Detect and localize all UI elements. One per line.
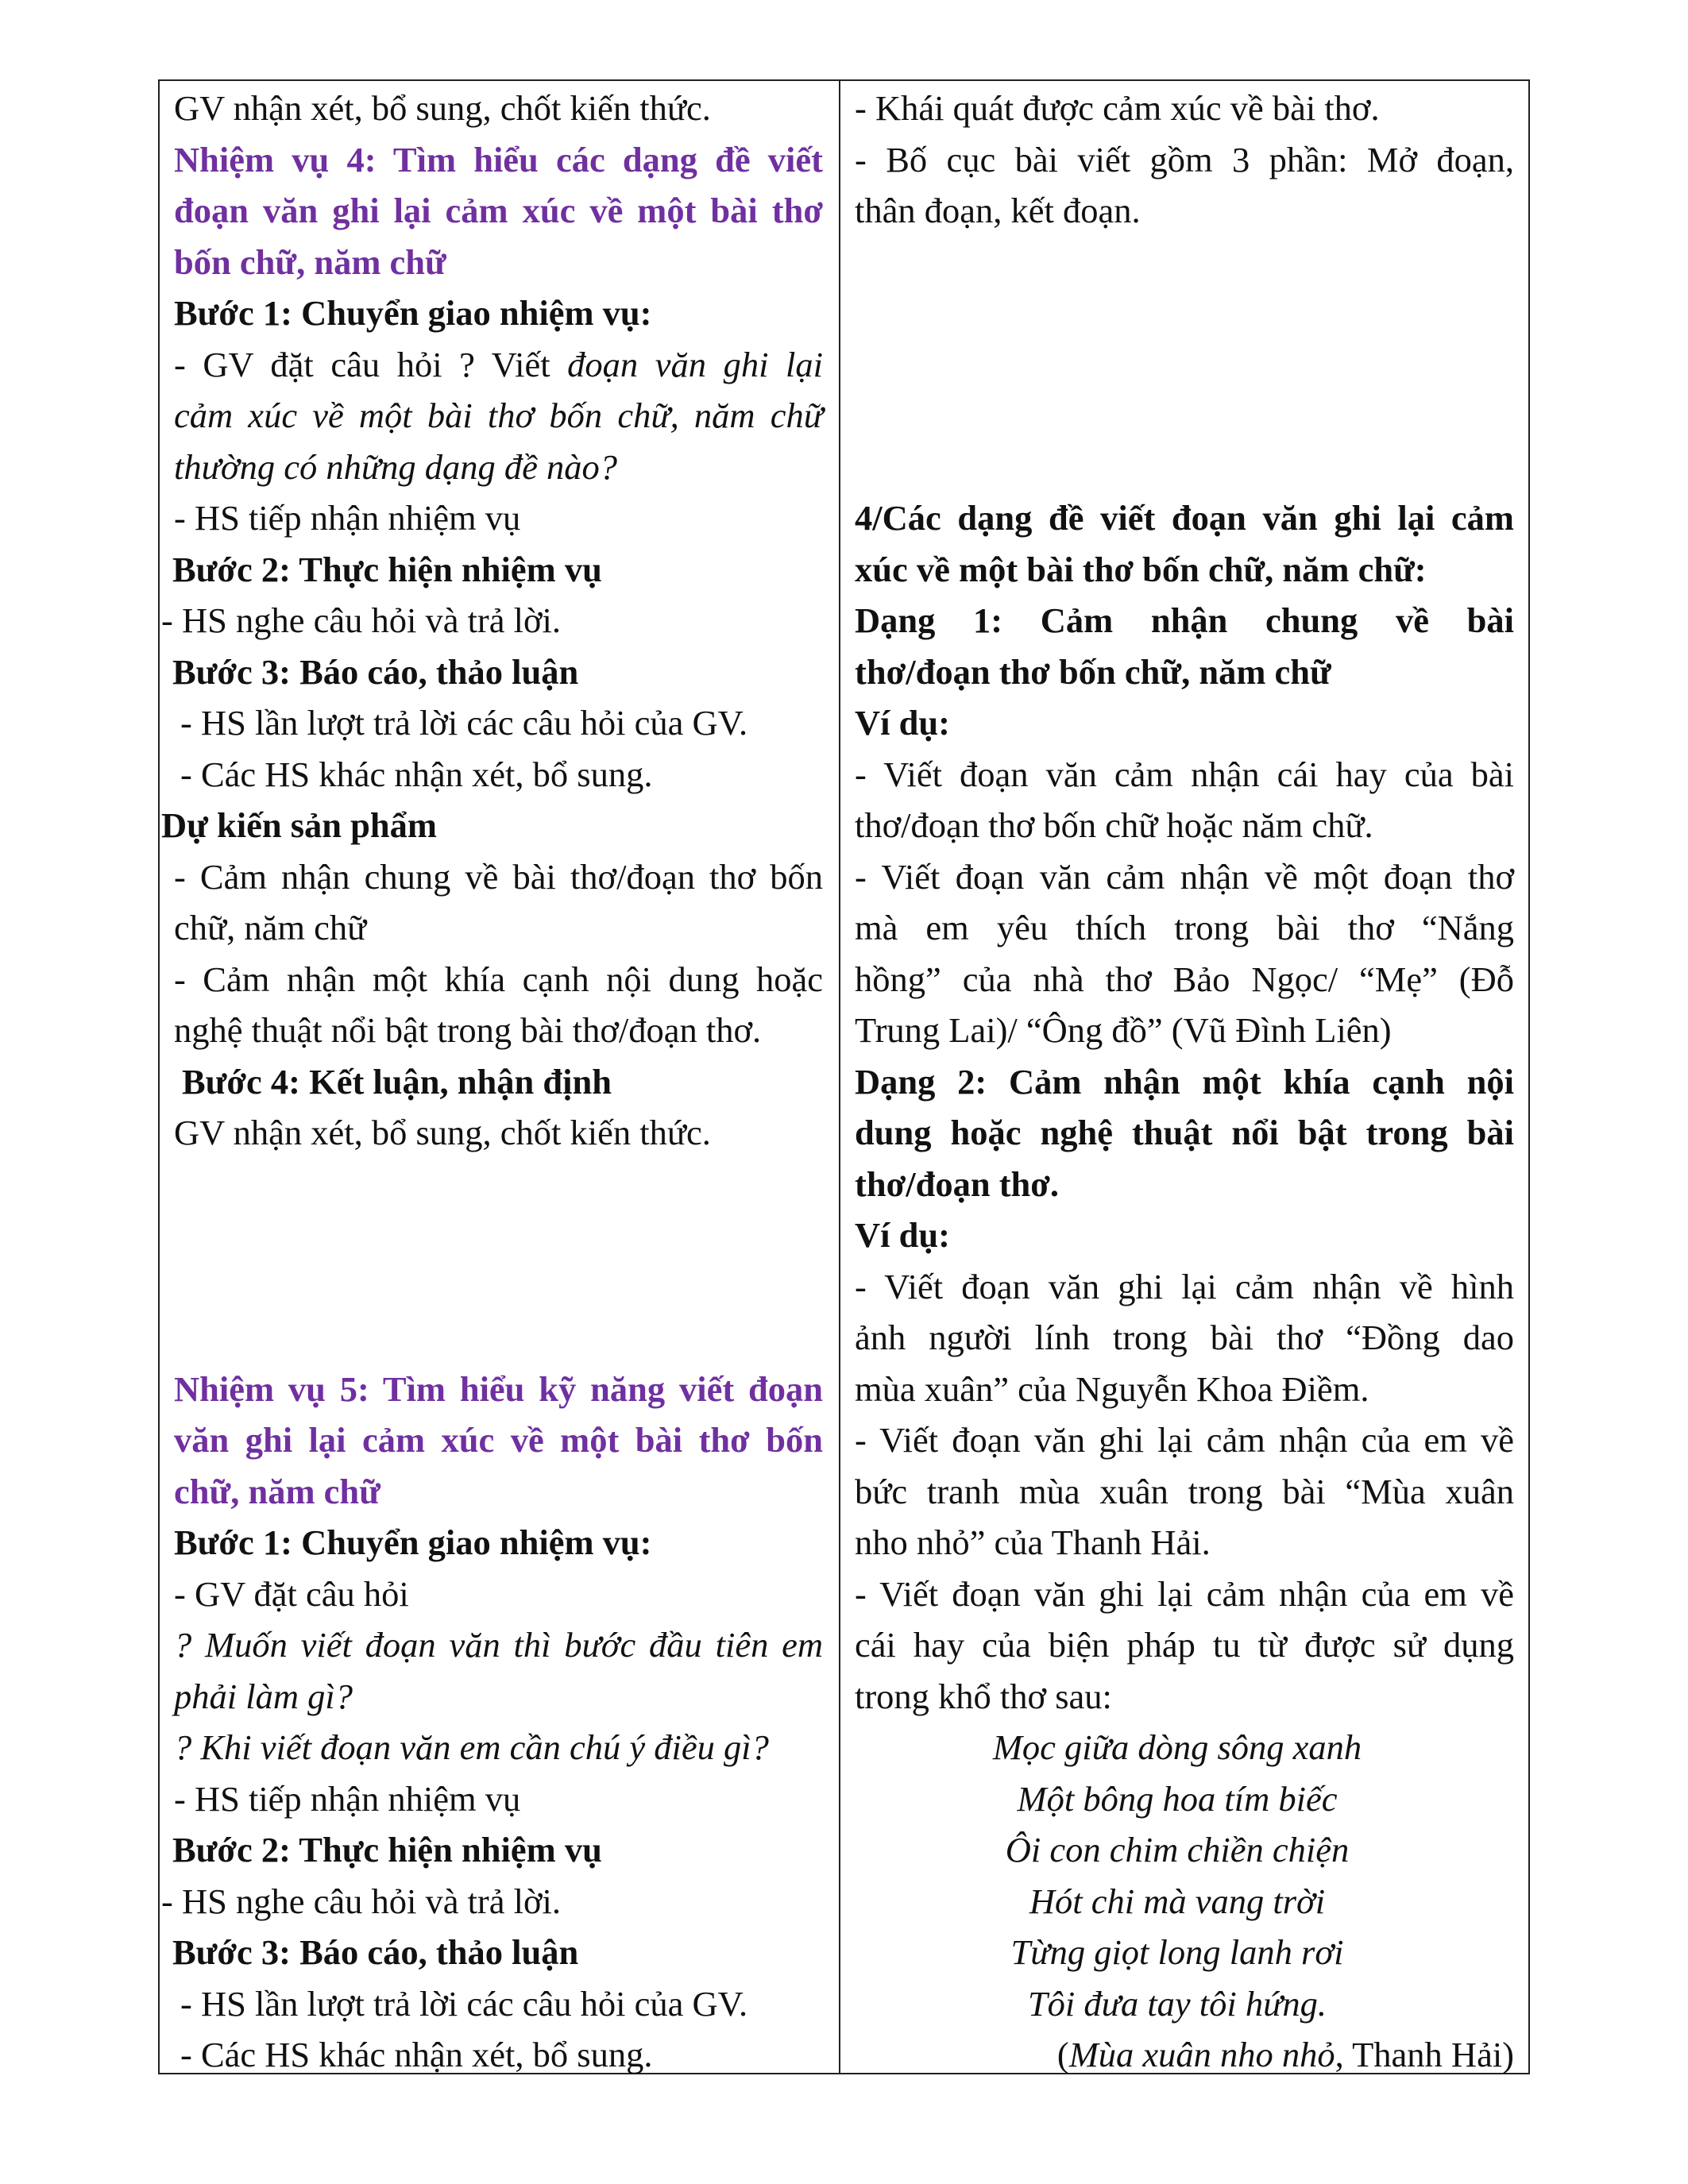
right-line: Dạng 1: Cảm nhận chung về bài xyxy=(855,600,1514,640)
left-line: - HS lần lượt trả lời các câu hỏi của GV. xyxy=(180,703,748,743)
left-line: Nhiệm vụ 5: Tìm hiểu kỹ năng viết đoạn xyxy=(174,1368,823,1409)
left-line: Nhiệm vụ 4: Tìm hiểu các dạng đề viết xyxy=(174,139,823,179)
left-line: - GV đặt câu hỏi xyxy=(174,1573,409,1614)
left-line: Bước 3: Báo cáo, thảo luận xyxy=(172,1932,579,1972)
left-line xyxy=(174,1261,823,1312)
left-line: - Cảm nhận chung về bài thơ/đoạn thơ bốn xyxy=(174,856,823,897)
poem-source-part: , Thanh Hải) xyxy=(1335,2035,1514,2074)
right-line: mà em yêu thích trong bài thơ “Nắng xyxy=(855,908,1514,947)
left-line: Bước 2: Thực hiện nhiệm vụ xyxy=(172,1830,602,1870)
poem-source-part: Mùa xuân nho nhỏ xyxy=(1068,2035,1335,2074)
right-line: xúc về một bài thơ bốn chữ, năm chữ: xyxy=(855,549,1427,589)
right-line: - Bố cục bài viết gồm 3 phần: Mở đoạn, xyxy=(855,139,1514,179)
left-line: - Các HS khác nhận xét, bổ sung. xyxy=(180,754,653,794)
left-line: Bước 3: Báo cáo, thảo luận xyxy=(172,651,579,692)
left-line: ? Khi viết đoạn văn em cần chú ý điều gì? xyxy=(174,1727,769,1767)
right-line: Dạng 2: Cảm nhận một khía cạnh nội xyxy=(855,1061,1514,1102)
right-line xyxy=(840,2029,1514,2080)
lesson-table xyxy=(158,79,1530,2074)
right-line: - Viết đoạn văn cảm nhận cái hay của bài xyxy=(855,754,1514,794)
right-line: thơ/đoạn thơ bốn chữ hoặc năm chữ. xyxy=(855,805,1373,845)
right-line: thơ/đoạn thơ bốn chữ, năm chữ xyxy=(855,651,1331,692)
right-line: Hót chi mà vang trời xyxy=(1029,1881,1326,1921)
right-line: thân đoạn, kết đoạn. xyxy=(855,191,1141,230)
left-line xyxy=(174,1312,823,1363)
left-column xyxy=(160,81,839,2073)
left-line: - HS lần lượt trả lời các câu hỏi của GV. xyxy=(180,1983,748,2024)
left-line: cảm xúc về một bài thơ bốn chữ, năm chữ xyxy=(174,396,823,435)
left-line: văn ghi lại cảm xúc về một bài thơ bốn xyxy=(174,1420,823,1460)
right-line: Ví dụ: xyxy=(855,703,950,743)
right-line: nho nhỏ” của Thanh Hải. xyxy=(855,1522,1211,1562)
left-line xyxy=(174,1159,823,1210)
right-line: thơ/đoạn thơ. xyxy=(855,1163,1060,1204)
left-line: GV nhận xét, bổ sung, chốt kiến thức. xyxy=(174,88,711,128)
right-line: 4/Các dạng đề viết đoạn văn ghi lại cảm xyxy=(855,498,1514,538)
right-line: Ôi con chim chiền chiện xyxy=(1005,1830,1350,1870)
left-line: chữ, năm chữ xyxy=(174,1471,380,1511)
left-line: - HS tiếp nhận nhiệm vụ xyxy=(174,498,521,538)
left-line: - HS tiếp nhận nhiệm vụ xyxy=(174,1778,521,1819)
left-line: nghệ thuật nổi bật trong bài thơ/đoạn thơ. xyxy=(174,1010,762,1050)
right-line: mùa xuân” của Nguyễn Khoa Điềm. xyxy=(855,1368,1369,1409)
left-line: đoạn văn ghi lại cảm xúc về một bài thơ xyxy=(174,191,823,230)
question-prefix: - GV đặt câu hỏi ? Viết xyxy=(174,344,550,384)
right-line: cái hay của biện pháp tu từ được sử dụng xyxy=(855,1625,1514,1665)
left-line: - Các HS khác nhận xét, bổ sung. xyxy=(180,2035,653,2074)
right-line: Mọc giữa dòng sông xanh xyxy=(992,1727,1362,1767)
left-line: phải làm gì? xyxy=(174,1676,353,1716)
right-line: Một bông hoa tím biếc xyxy=(1017,1778,1338,1819)
right-line xyxy=(855,442,1514,492)
right-line: - Viết đoạn văn ghi lại cảm nhận của em về xyxy=(855,1420,1514,1460)
right-line: - Viết đoạn văn ghi lại cảm nhận về hình xyxy=(855,1266,1514,1306)
left-line: ? Muốn viết đoạn văn thì bước đầu tiên em xyxy=(174,1625,823,1665)
right-line: trong khổ thơ sau: xyxy=(855,1676,1112,1716)
right-line xyxy=(855,339,1514,390)
right-line: - Viết đoạn văn ghi lại cảm nhận của em về xyxy=(855,1573,1514,1614)
left-line: thường có những dạng đề nào? xyxy=(174,446,618,487)
right-line: Từng giọt long lanh rơi xyxy=(1010,1932,1344,1972)
left-line: Bước 1: Chuyển giao nhiệm vụ: xyxy=(174,293,652,333)
left-line: Bước 4: Kết luận, nhận định xyxy=(182,1061,612,1102)
left-line: Bước 1: Chuyển giao nhiệm vụ: xyxy=(174,1522,652,1562)
left-line: - Cảm nhận một khía cạnh nội dung hoặc xyxy=(174,959,823,999)
left-line: chữ, năm chữ xyxy=(174,908,367,947)
left-line: - HS nghe câu hỏi và trả lời. xyxy=(161,600,562,640)
left-line: GV nhận xét, bổ sung, chốt kiến thức. xyxy=(174,1113,711,1152)
left-line: - HS nghe câu hỏi và trả lời. xyxy=(161,1881,562,1921)
right-line xyxy=(855,287,1514,338)
right-column xyxy=(840,81,1530,2073)
right-line: - Viết đoạn văn cảm nhận về một đoạn thơ xyxy=(855,856,1514,897)
question-text: đoạn văn ghi lại xyxy=(550,344,823,384)
poem-source-part: ( xyxy=(1056,2035,1069,2074)
left-line xyxy=(174,339,823,390)
right-line: hồng” của nhà thơ Bảo Ngọc/ “Mẹ” (Đỗ xyxy=(855,959,1514,999)
right-line: dung hoặc nghệ thuật nổi bật trong bài xyxy=(855,1113,1514,1152)
right-line xyxy=(855,390,1514,441)
left-line xyxy=(174,1210,823,1260)
right-line: Tôi đưa tay tôi hứng. xyxy=(1027,1983,1327,2024)
right-line xyxy=(855,237,1514,287)
right-line: ảnh người lính trong bài thơ “Đồng dao xyxy=(855,1318,1514,1357)
right-line: Trung Lai)/ “Ông đồ” (Vũ Đình Liên) xyxy=(855,1010,1392,1050)
left-line: Bước 2: Thực hiện nhiệm vụ xyxy=(172,549,602,589)
right-line: Ví dụ: xyxy=(855,1215,950,1255)
right-line: bức tranh mùa xuân trong bài “Mùa xuân xyxy=(855,1471,1514,1511)
left-line: Dự kiến sản phẩm xyxy=(161,805,437,845)
left-line: bốn chữ, năm chữ xyxy=(174,241,446,282)
right-line: - Khái quát được cảm xúc về bài thơ. xyxy=(855,88,1380,128)
